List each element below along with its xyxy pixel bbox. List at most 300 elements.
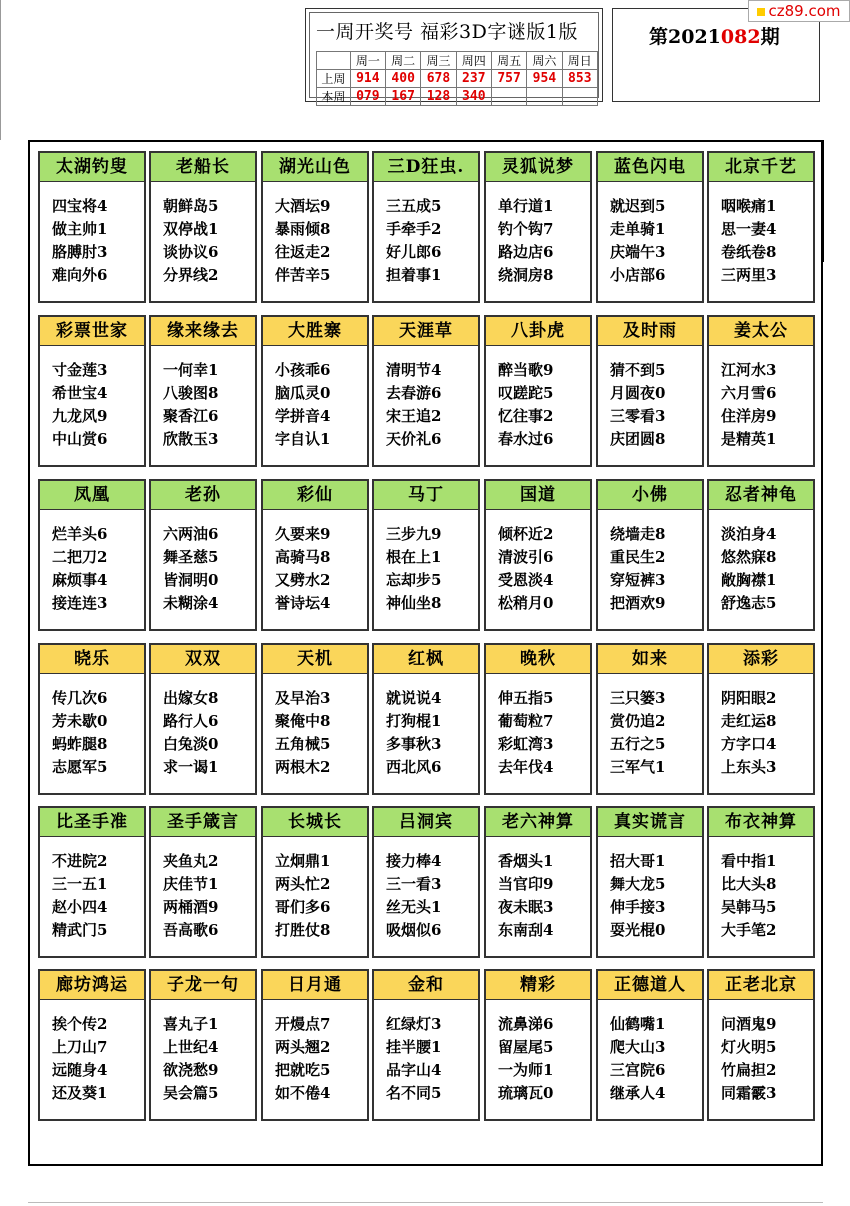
riddle-list — [721, 687, 776, 779]
riddle-item: 方字口4 — [721, 735, 777, 753]
riddle-item: 醉当歌9 — [498, 361, 554, 379]
puzzle-card — [149, 969, 257, 1121]
riddle-item: 庆端午3 — [610, 243, 666, 261]
riddle-item: 咽喉痛1 — [721, 197, 777, 215]
puzzle-card — [372, 643, 480, 795]
riddle-list — [498, 359, 553, 451]
riddle-item: 立炯鼎1 — [275, 852, 331, 870]
author-name: 金和 — [374, 971, 478, 1000]
riddle-list — [275, 1013, 330, 1105]
riddle-item: 三步九9 — [386, 525, 442, 543]
riddle-item: 走红运8 — [721, 712, 777, 730]
riddle-item: 两桶酒9 — [163, 898, 219, 916]
riddle-item: 还及葵1 — [52, 1084, 108, 1102]
riddle-item: 夜未眠3 — [498, 898, 554, 916]
riddle-item: 胳膊肘3 — [52, 243, 108, 261]
riddle-item: 三两里3 — [721, 266, 777, 284]
puzzle-card — [38, 479, 146, 631]
watermark-text: cz89.com — [768, 2, 841, 20]
riddle-item: 同霜霰3 — [721, 1084, 777, 1102]
author-name: 彩票世家 — [40, 317, 144, 346]
riddle-item: 继承人4 — [610, 1084, 666, 1102]
author-name: 三D狂虫. — [374, 153, 478, 182]
issue-panel — [612, 8, 820, 102]
riddle-item: 清波引6 — [498, 548, 554, 566]
riddle-item: 走单骑1 — [610, 220, 666, 238]
riddle-item: 悠然寐8 — [721, 548, 777, 566]
riddle-item: 清明节4 — [386, 361, 442, 379]
puzzle-card — [707, 969, 815, 1121]
riddle-list — [163, 359, 218, 451]
weekly-results-table — [316, 51, 598, 106]
puzzle-card — [149, 151, 257, 303]
riddle-item: 喜丸子1 — [163, 1015, 219, 1033]
riddle-list — [275, 523, 330, 615]
riddle-item: 三零看3 — [610, 407, 666, 425]
puzzle-card — [596, 151, 704, 303]
author-name: 布衣神算 — [709, 808, 813, 837]
riddle-item: 誉诗坛4 — [275, 594, 331, 612]
riddle-list — [386, 359, 441, 451]
riddle-item: 舒逸志5 — [721, 594, 777, 612]
riddle-item: 路行人6 — [163, 712, 219, 730]
riddle-item: 是精英1 — [721, 430, 777, 448]
day-header: 周一 — [350, 52, 385, 70]
riddle-item: 两根木2 — [275, 758, 331, 776]
day-header: 周六 — [527, 52, 562, 70]
riddle-item: 挨个传2 — [52, 1015, 108, 1033]
day-header: 周五 — [491, 52, 526, 70]
riddle-item: 好儿郎6 — [386, 243, 442, 261]
riddle-item: 上世纪4 — [163, 1038, 219, 1056]
riddle-item: 伸五指5 — [498, 689, 554, 707]
riddle-item: 受恩淡4 — [498, 571, 554, 589]
day-header: 周二 — [386, 52, 421, 70]
riddle-item: 担着事1 — [386, 266, 442, 284]
riddle-list — [610, 195, 665, 287]
riddle-item: 名不同5 — [386, 1084, 442, 1102]
puzzle-card — [596, 315, 704, 467]
author-name: 吕洞宾 — [374, 808, 478, 837]
riddle-item: 钓个钩7 — [498, 220, 554, 238]
author-name: 廊坊鸿运 — [40, 971, 144, 1000]
riddle-item: 皆洞明0 — [163, 571, 219, 589]
puzzle-card — [596, 969, 704, 1121]
author-name: 精彩 — [486, 971, 590, 1000]
riddle-item: 当官印9 — [498, 875, 554, 893]
riddle-list — [498, 195, 553, 287]
author-name: 老孙 — [151, 481, 255, 510]
author-name: 添彩 — [709, 645, 813, 674]
riddle-item: 伴苦辛5 — [275, 266, 331, 284]
riddle-list — [498, 1013, 553, 1105]
riddle-item: 高骑马8 — [275, 548, 331, 566]
riddle-list — [721, 195, 776, 287]
bottom-rule — [28, 1202, 823, 1203]
riddle-item: 春水过6 — [498, 430, 554, 448]
riddle-item: 接力棒4 — [386, 852, 442, 870]
author-name: 比圣手准 — [40, 808, 144, 837]
riddle-item: 双停战1 — [163, 220, 219, 238]
puzzle-card — [149, 479, 257, 631]
riddle-item: 欲浇愁9 — [163, 1061, 219, 1079]
riddle-item: 根在上1 — [386, 548, 442, 566]
riddle-list — [52, 359, 107, 451]
author-name: 正老北京 — [709, 971, 813, 1000]
riddle-list — [498, 687, 553, 779]
riddle-item: 把酒欢9 — [610, 594, 666, 612]
riddle-item: 赏仍追2 — [610, 712, 666, 730]
riddle-item: 字自认1 — [275, 430, 331, 448]
puzzle-card — [707, 479, 815, 631]
draw-number: 340 — [456, 88, 491, 106]
riddle-item: 蚂蚱腿8 — [52, 735, 108, 753]
riddle-list — [52, 195, 107, 287]
puzzle-card — [372, 479, 480, 631]
author-name: 姜太公 — [709, 317, 813, 346]
riddle-item: 上刀山7 — [52, 1038, 108, 1056]
riddle-item: 五行之5 — [610, 735, 666, 753]
riddle-item: 志愿军5 — [52, 758, 108, 776]
puzzle-card — [149, 643, 257, 795]
issue-number — [649, 22, 780, 49]
puzzle-card — [707, 806, 815, 958]
riddle-item: 哥们多6 — [275, 898, 331, 916]
riddle-item: 神仙坐8 — [386, 594, 442, 612]
day-header: 周四 — [456, 52, 491, 70]
author-name: 天机 — [263, 645, 367, 674]
weekly-results-panel — [305, 8, 603, 102]
riddle-item: 琉璃瓦0 — [498, 1084, 554, 1102]
riddle-item: 忆往事2 — [498, 407, 554, 425]
draw-number: 128 — [421, 88, 456, 106]
author-name: 晓乐 — [40, 645, 144, 674]
draw-number: 853 — [562, 70, 597, 88]
riddle-item: 夹鱼丸2 — [163, 852, 219, 870]
day-header-row — [317, 52, 598, 70]
riddle-item: 八骏图8 — [163, 384, 219, 402]
riddle-item: 朝鲜岛5 — [163, 197, 219, 215]
riddle-list — [610, 850, 665, 942]
panel-title: 一周开奖号 福彩3D字谜版1版 — [316, 21, 578, 43]
riddle-item: 思一妻4 — [721, 220, 777, 238]
riddle-item: 分界线2 — [163, 266, 219, 284]
author-name: 天涯草 — [374, 317, 478, 346]
puzzle-card — [484, 806, 592, 958]
riddle-item: 谈协议6 — [163, 243, 219, 261]
puzzle-card — [372, 151, 480, 303]
row-label: 上周 — [317, 70, 351, 88]
author-name: 真实谎言 — [598, 808, 702, 837]
riddle-item: 西北风6 — [386, 758, 442, 776]
puzzle-card — [372, 315, 480, 467]
author-name: 灵狐说梦 — [486, 153, 590, 182]
riddle-item: 一为师1 — [498, 1061, 554, 1079]
riddle-item: 倾杯近2 — [498, 525, 554, 543]
riddle-item: 住洋房9 — [721, 407, 777, 425]
riddle-item: 忘却步5 — [386, 571, 442, 589]
puzzle-card — [261, 806, 369, 958]
riddle-list — [275, 687, 330, 779]
riddle-item: 聚俺中8 — [275, 712, 331, 730]
puzzle-card — [38, 969, 146, 1121]
draw-number — [491, 88, 526, 106]
riddle-list — [610, 1013, 665, 1105]
riddle-item: 寸金莲3 — [52, 361, 108, 379]
riddle-item: 招大哥1 — [610, 852, 666, 870]
author-name: 太湖钓叟 — [40, 153, 144, 182]
riddle-item: 二把刀2 — [52, 548, 108, 566]
frame-right-accent — [822, 140, 824, 262]
riddle-list — [498, 523, 553, 615]
riddle-item: 六月雪6 — [721, 384, 777, 402]
riddle-item: 仙鹤嘴1 — [610, 1015, 666, 1033]
riddle-item: 如不倦4 — [275, 1084, 331, 1102]
riddle-list — [275, 195, 330, 287]
riddle-item: 东南刮4 — [498, 921, 554, 939]
riddle-list — [163, 1013, 218, 1105]
riddle-item: 伸手接3 — [610, 898, 666, 916]
author-name: 如来 — [598, 645, 702, 674]
riddle-item: 小店部6 — [610, 266, 666, 284]
riddle-item: 吴韩马5 — [721, 898, 777, 916]
riddle-item: 一何幸1 — [163, 361, 219, 379]
puzzle-card — [484, 479, 592, 631]
riddle-list — [163, 850, 218, 942]
riddle-item: 赵小四4 — [52, 898, 108, 916]
draw-number: 914 — [350, 70, 385, 88]
riddle-item: 学拼音4 — [275, 407, 331, 425]
draw-number: 400 — [386, 70, 421, 88]
riddle-item: 月圆夜0 — [610, 384, 666, 402]
riddle-item: 六两油6 — [163, 525, 219, 543]
riddle-item: 打胜仗8 — [275, 921, 331, 939]
riddle-item: 大手笔2 — [721, 921, 777, 939]
puzzle-card — [484, 643, 592, 795]
riddle-list — [275, 359, 330, 451]
riddle-item: 脑瓜灵0 — [275, 384, 331, 402]
riddle-item: 问酒鬼9 — [721, 1015, 777, 1033]
riddle-item: 葡萄粒7 — [498, 712, 554, 730]
draw-number: 079 — [350, 88, 385, 106]
riddle-item: 大酒坛9 — [275, 197, 331, 215]
riddle-item: 看中指1 — [721, 852, 777, 870]
riddle-item: 穿短裤3 — [610, 571, 666, 589]
riddle-item: 做主帅1 — [52, 220, 108, 238]
puzzle-card — [38, 151, 146, 303]
watermark-logo-icon — [757, 8, 765, 16]
riddle-item: 三一五1 — [52, 875, 108, 893]
riddle-list — [163, 687, 218, 779]
riddle-item: 往返走2 — [275, 243, 331, 261]
riddle-item: 麻烦事4 — [52, 571, 108, 589]
day-header: 周三 — [421, 52, 456, 70]
puzzle-card — [484, 151, 592, 303]
puzzle-card — [149, 806, 257, 958]
riddle-item: 三五成5 — [386, 197, 442, 215]
riddle-list — [721, 850, 776, 942]
riddle-item: 卷纸卷8 — [721, 243, 777, 261]
riddle-item: 绕洞房8 — [498, 266, 554, 284]
riddle-list — [610, 523, 665, 615]
riddle-item: 久要来9 — [275, 525, 331, 543]
author-name: 老六神算 — [486, 808, 590, 837]
puzzle-card — [149, 315, 257, 467]
riddle-item: 精武门5 — [52, 921, 108, 939]
riddle-list — [386, 850, 441, 942]
riddle-item: 舞大龙5 — [610, 875, 666, 893]
riddle-item: 绕墙走8 — [610, 525, 666, 543]
issue-suffix: 期 — [760, 26, 780, 48]
riddle-item: 及早治3 — [275, 689, 331, 707]
riddle-item: 路边店6 — [498, 243, 554, 261]
riddle-item: 江河水3 — [721, 361, 777, 379]
this-week-row — [317, 88, 598, 106]
riddle-item: 舞圣慈5 — [163, 548, 219, 566]
author-name: 大胜寨 — [263, 317, 367, 346]
puzzle-card — [596, 806, 704, 958]
riddle-item: 三宫院6 — [610, 1061, 666, 1079]
draw-number — [527, 88, 562, 106]
puzzle-card — [261, 969, 369, 1121]
draw-number: 954 — [527, 70, 562, 88]
author-name: 及时雨 — [598, 317, 702, 346]
author-name: 缘来缘去 — [151, 317, 255, 346]
author-name: 长城长 — [263, 808, 367, 837]
riddle-list — [721, 359, 776, 451]
puzzle-card — [484, 969, 592, 1121]
riddle-item: 不进院2 — [52, 852, 108, 870]
riddle-item: 重民生2 — [610, 548, 666, 566]
riddle-list — [386, 687, 441, 779]
riddle-item: 流鼻涕6 — [498, 1015, 554, 1033]
author-name: 凤凰 — [40, 481, 144, 510]
riddle-item: 红绿灯3 — [386, 1015, 442, 1033]
site-watermark[interactable] — [748, 0, 850, 22]
author-name: 红枫 — [374, 645, 478, 674]
riddle-item: 中山赏6 — [52, 430, 108, 448]
author-name: 日月通 — [263, 971, 367, 1000]
author-name: 彩仙 — [263, 481, 367, 510]
riddle-item: 灯火明5 — [721, 1038, 777, 1056]
author-name: 国道 — [486, 481, 590, 510]
riddle-item: 出嫁女8 — [163, 689, 219, 707]
author-name: 正德道人 — [598, 971, 702, 1000]
riddle-item: 去年伐4 — [498, 758, 554, 776]
author-name: 湖光山色 — [263, 153, 367, 182]
riddle-item: 九龙风9 — [52, 407, 108, 425]
riddle-item: 五角械5 — [275, 735, 331, 753]
riddle-item: 吸烟似6 — [386, 921, 442, 939]
riddle-item: 敞胸襟1 — [721, 571, 777, 589]
riddle-item: 开熳点7 — [275, 1015, 331, 1033]
riddle-list — [498, 850, 553, 942]
puzzle-card — [261, 479, 369, 631]
riddle-list — [386, 1013, 441, 1105]
riddle-item: 去春游6 — [386, 384, 442, 402]
riddle-item: 两头翘2 — [275, 1038, 331, 1056]
riddle-item: 两头忙2 — [275, 875, 331, 893]
draw-number: 757 — [491, 70, 526, 88]
riddle-item: 三军气1 — [610, 758, 666, 776]
corner-cell — [317, 52, 351, 70]
riddle-item: 手牵手2 — [386, 220, 442, 238]
riddle-list — [721, 523, 776, 615]
riddle-item: 松稍月0 — [498, 594, 554, 612]
last-week-row — [317, 70, 598, 88]
riddle-item: 耍光棍0 — [610, 921, 666, 939]
author-name: 八卦虎 — [486, 317, 590, 346]
riddle-item: 天价礼6 — [386, 430, 442, 448]
puzzle-card — [372, 806, 480, 958]
riddle-item: 希世宝4 — [52, 384, 108, 402]
riddle-item: 小孩乖6 — [275, 361, 331, 379]
riddle-item: 庆佳节1 — [163, 875, 219, 893]
riddle-item: 三只篓3 — [610, 689, 666, 707]
riddle-item: 三一看3 — [386, 875, 442, 893]
riddle-item: 打狗棍1 — [386, 712, 442, 730]
puzzle-card — [596, 479, 704, 631]
riddle-list — [52, 687, 107, 779]
author-name: 小佛 — [598, 481, 702, 510]
riddle-list — [610, 359, 665, 451]
puzzle-card — [38, 806, 146, 958]
riddle-item: 未糊涂4 — [163, 594, 219, 612]
riddle-item: 阴阳眼2 — [721, 689, 777, 707]
left-edge-line — [0, 0, 1, 140]
riddle-item: 彩虹湾3 — [498, 735, 554, 753]
riddle-item: 白兔淡0 — [163, 735, 219, 753]
riddle-item: 就说说4 — [386, 689, 442, 707]
riddle-item: 比大头8 — [721, 875, 777, 893]
riddle-list — [163, 523, 218, 615]
riddle-item: 求一谒1 — [163, 758, 219, 776]
riddle-item: 丝无头1 — [386, 898, 442, 916]
puzzle-card — [261, 315, 369, 467]
riddle-item: 上东头3 — [721, 758, 777, 776]
riddle-list — [52, 850, 107, 942]
riddle-item: 淡泊身4 — [721, 525, 777, 543]
riddle-item: 聚香江6 — [163, 407, 219, 425]
riddle-item: 留屋尾5 — [498, 1038, 554, 1056]
riddle-item: 欣散玉3 — [163, 430, 219, 448]
puzzle-card — [484, 315, 592, 467]
riddle-item: 多事秋3 — [386, 735, 442, 753]
riddle-list — [52, 1013, 107, 1105]
author-name: 蓝色闪电 — [598, 153, 702, 182]
riddle-item: 叹蹉跎5 — [498, 384, 554, 402]
draw-number: 237 — [456, 70, 491, 88]
riddle-item: 香烟头1 — [498, 852, 554, 870]
day-header: 周日 — [562, 52, 597, 70]
puzzle-card — [596, 643, 704, 795]
issue-prefix: 第2021 — [649, 26, 721, 48]
author-name: 马丁 — [374, 481, 478, 510]
puzzle-card — [261, 643, 369, 795]
riddle-list — [386, 523, 441, 615]
riddle-item: 爬大山3 — [610, 1038, 666, 1056]
puzzle-card — [707, 315, 815, 467]
riddle-item: 四宝将4 — [52, 197, 108, 215]
riddle-item: 竹扁担2 — [721, 1061, 777, 1079]
author-name: 圣手箴言 — [151, 808, 255, 837]
riddle-item: 庆团圆8 — [610, 430, 666, 448]
author-name: 晚秋 — [486, 645, 590, 674]
author-name: 老船长 — [151, 153, 255, 182]
author-name: 子龙一句 — [151, 971, 255, 1000]
author-name: 忍者神龟 — [709, 481, 813, 510]
author-name: 北京千艺 — [709, 153, 813, 182]
